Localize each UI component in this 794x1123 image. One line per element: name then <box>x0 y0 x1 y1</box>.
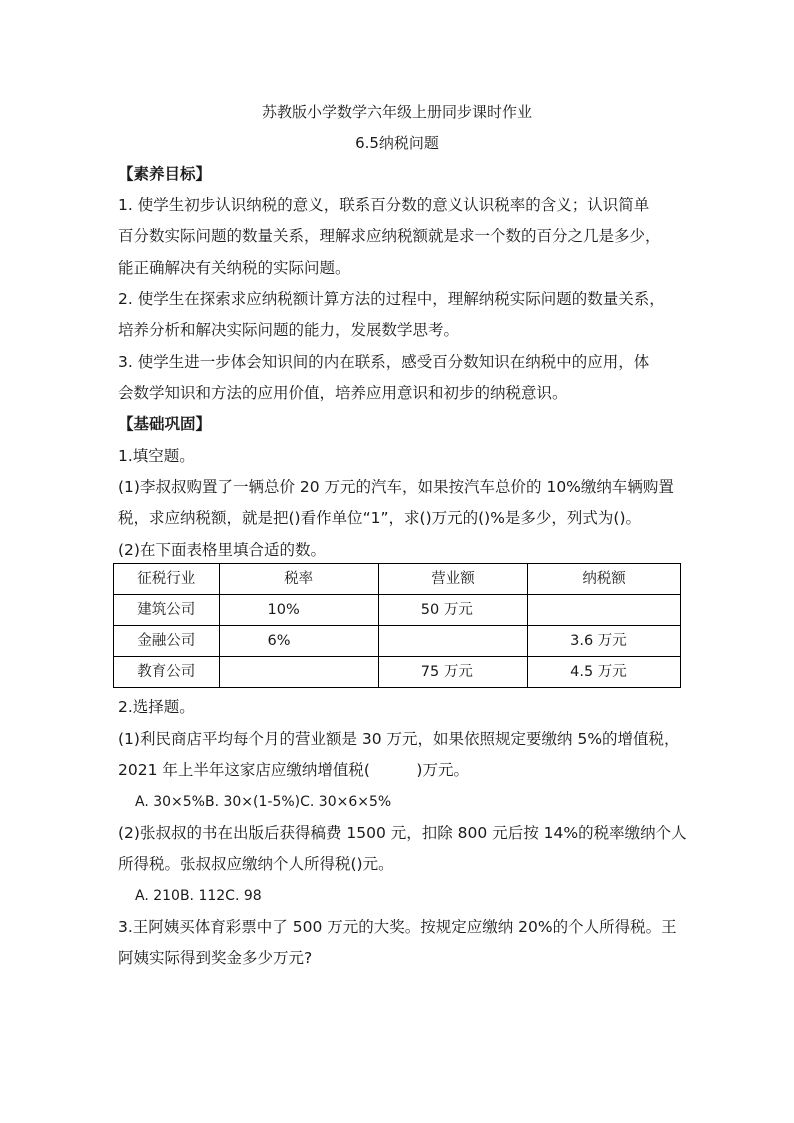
question-1-1-line-1: (1)李叔叔购置了一辆总价 20 万元的汽车，如果按汽车总价的 10%缴纳车辆购置 <box>118 478 674 496</box>
cell-tax-rate: 6% <box>219 626 378 657</box>
header-industry: 征税行业 <box>114 564 220 595</box>
question-3-line-2: 阿姨实际得到奖金多少万元? <box>118 949 313 967</box>
question-1-title: 1.填空题。 <box>118 447 195 465</box>
question-3-line-1: 3.王阿姨买体育彩票中了 500 万元的大奖。按规定应缴纳 20%的个人所得税。王 <box>118 918 677 936</box>
table-row <box>114 657 681 688</box>
cell-revenue <box>378 626 527 657</box>
table-row <box>114 595 681 626</box>
cell-tax-amount: 3.6 万元 <box>528 626 681 657</box>
lesson-subtitle: 6.5纳税问题 <box>355 134 439 152</box>
question-2-1-line-1: (1)利民商店平均每个月的营业额是 30 万元，如果依照规定要缴纳 5%的增值税， <box>118 730 680 748</box>
question-2-title: 2.选择题。 <box>118 698 195 716</box>
cell-revenue: 75 万元 <box>378 657 527 688</box>
header-tax-rate: 税率 <box>219 564 378 595</box>
question-2-1-options: A. 30×5%B. 30×(1-5%)C. 30×6×5% <box>135 794 392 810</box>
goals-heading: 【素养目标】 <box>118 165 212 183</box>
basics-heading: 【基础巩固】 <box>118 415 212 433</box>
header-tax-amount: 纳税额 <box>528 564 681 595</box>
goal-3-line-1: 3. 使学生进一步体会知识间的内在联系，感受百分数知识在纳税中的应用，体 <box>118 353 650 371</box>
question-2-1-line-2: 2021 年上半年这家店应缴纳增值税( )万元。 <box>118 761 469 779</box>
cell-revenue: 50 万元 <box>378 595 527 626</box>
cell-industry: 金融公司 <box>114 626 220 657</box>
cell-tax-rate: 10% <box>219 595 378 626</box>
goal-1-line-3: 能正确解决有关纳税的实际问题。 <box>118 259 351 277</box>
tax-table <box>113 563 681 688</box>
goal-2-line-1: 2. 使学生在探索求应纳税额计算方法的过程中，理解纳税实际问题的数量关系， <box>118 290 665 308</box>
goal-3-line-2: 会数学知识和方法的应用价值，培养应用意识和初步的纳税意识。 <box>118 384 568 402</box>
document-title: 苏教版小学数学六年级上册同步课时作业 <box>261 103 532 121</box>
cell-tax-rate <box>219 657 378 688</box>
cell-tax-amount <box>528 595 681 626</box>
cell-industry: 建筑公司 <box>114 595 220 626</box>
cell-tax-amount: 4.5 万元 <box>528 657 681 688</box>
question-1-2: (2)在下面表格里填合适的数。 <box>118 541 326 559</box>
header-revenue: 营业额 <box>378 564 527 595</box>
question-1-1-line-2: 税，求应纳税额，就是把()看作单位“1”，求()万元的()%是多少，列式为()。 <box>118 509 642 527</box>
table-header-row <box>114 564 681 595</box>
question-2-2-line-2: 所得税。张叔叔应缴纳个人所得税()元。 <box>118 855 394 873</box>
question-2-2-line-1: (2)张叔叔的书在出版后获得稿费 1500 元，扣除 800 元后按 14%的税率缴纳个人 <box>118 824 687 842</box>
table-row <box>114 626 681 657</box>
cell-industry: 教育公司 <box>114 657 220 688</box>
goal-1-line-1: 1. 使学生初步认识纳税的意义，联系百分数的意义认识税率的含义；认识简单 <box>118 196 650 214</box>
goal-2-line-2: 培养分析和解决实际问题的能力，发展数学思考。 <box>118 321 460 339</box>
goal-1-line-2: 百分数实际问题的数量关系，理解求应纳税额就是求一个数的百分之几是多少， <box>118 227 661 245</box>
question-2-2-options: A. 210B. 112C. 98 <box>135 888 262 904</box>
